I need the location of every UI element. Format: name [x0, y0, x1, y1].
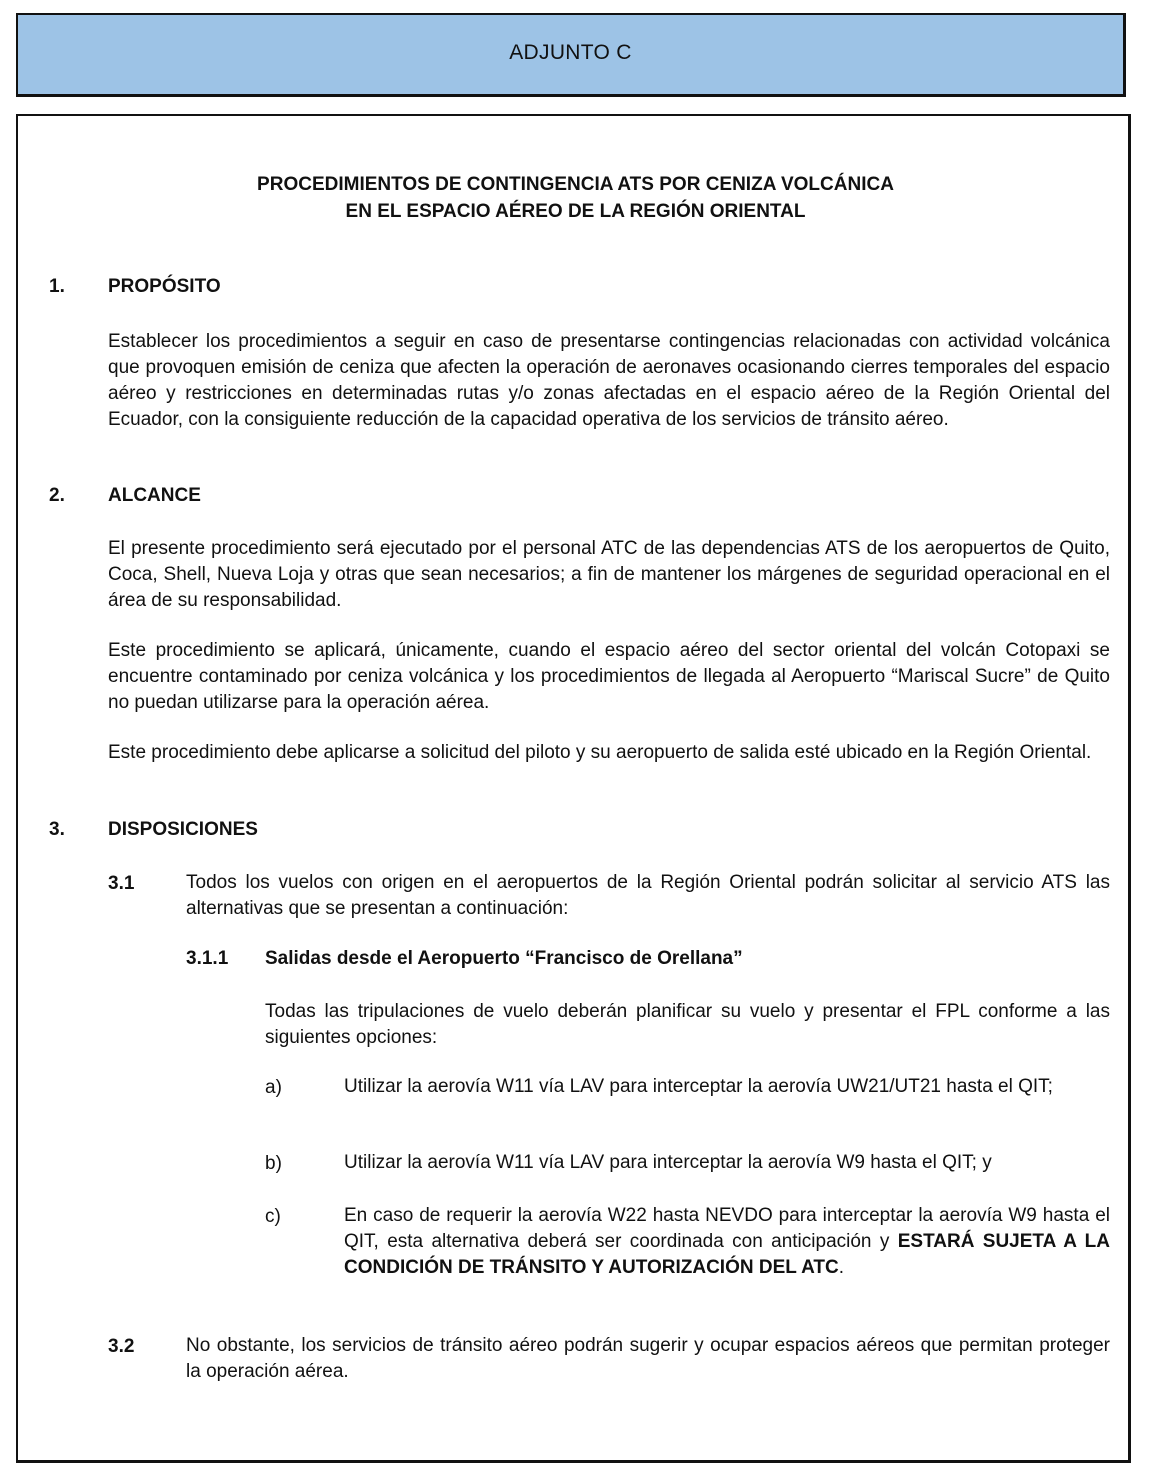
subsection-3-1-text: Todos los vuelos con origen en el aeropuertos de la Región Oriental podrán solicitar al servicio ATS las alternativas que se presentan a continuación: [186, 872, 1110, 919]
option-a-text: Utilizar la aerovía W11 vía LAV para interceptar la aerovía UW21/UT21 hasta el QIT; [344, 1076, 1053, 1097]
subsection-3-2-number: 3.2 [108, 1336, 135, 1357]
document-title-line-1: PROCEDIMIENTOS DE CONTINGENCIA ATS POR CENIZA VOLCÁNICA [257, 174, 894, 195]
document-title-line-2: EN EL ESPACIO AÉREO DE LA REGIÓN ORIENTAL [345, 201, 806, 222]
header-title: ADJUNTO C [509, 40, 632, 64]
option-c-text [344, 1203, 1110, 1281]
option-c-text-end: . [838, 1257, 845, 1278]
section-1-paragraph: Establecer los procedimientos a seguir en caso de presentarse contingencias relacionadas con actividad volcánica que provoquen emisión de ceniza que afecten la operación de aeronaves ocasionando cierres temporales del espacio aéreo y restricciones en determinadas rutas y/o zonas afectadas en el espacio aéreo de la Región Oriental del Ecuador, con la consiguiente reducción de la capacidad operativa de los servicios de tránsito aéreo. [108, 331, 1110, 430]
subsection-3-2-text: No obstante, los servicios de tránsito aéreo podrán sugerir y ocupar espacios aéreos que permitan proteger la operación aérea. [186, 1335, 1110, 1382]
section-2-paragraph-3: Este procedimiento debe aplicarse a solicitud del piloto y su aeropuerto de salida esté ubicado en la Región Oriental. [108, 742, 1092, 763]
header-banner [16, 13, 1126, 97]
section-2-number: 2. [49, 485, 65, 506]
section-1-title: PROPÓSITO [108, 276, 221, 297]
subsection-3-1-1-title: Salidas desde el Aeropuerto “Francisco de Orellana” [265, 948, 743, 969]
subsection-3-1-1-number: 3.1.1 [186, 948, 229, 969]
option-c-text-bold: ESTARÁ SUJETA A LA CONDICIÓN DE TRÁNSITO Y AUTORIZACIÓN DEL ATC [344, 1231, 1110, 1278]
option-c-letter: c) [265, 1206, 281, 1227]
section-3-title: DISPOSICIONES [108, 819, 258, 840]
subsection-3-1-number: 3.1 [108, 873, 135, 894]
document-body [16, 114, 1131, 1463]
document-title [18, 171, 1133, 225]
section-1-number: 1. [49, 276, 65, 297]
option-b-letter: b) [265, 1153, 282, 1174]
section-2-paragraph-2: Este procedimiento se aplicará, únicamente, cuando el espacio aéreo del sector oriental del volcán Cotopaxi se encuentre contaminado por ceniza volcánica y los procedimientos de llegada al Aeropuerto “Mariscal Sucre” de Quito no puedan utilizarse para la operación aérea. [108, 640, 1110, 713]
section-3-number: 3. [49, 819, 65, 840]
subsection-3-1-1-text: Todas las tripulaciones de vuelo deberán planificar su vuelo y presentar el FPL conforme a las siguientes opciones: [265, 1001, 1110, 1048]
section-2-paragraph-1: El presente procedimiento será ejecutado por el personal ATC de las dependencias ATS de los aeropuertos de Quito, Coca, Shell, Nueva Loja y otras que sean necesarios; a fin de mantener los márgenes de seguridad operacional en el área de su responsabilidad. [108, 538, 1110, 611]
option-b-text: Utilizar la aerovía W11 vía LAV para interceptar la aerovía W9 hasta el QIT; y [344, 1152, 992, 1173]
option-c-text-normal: En caso de requerir la aerovía W22 hasta NEVDO para interceptar la aerovía W9 hasta el QIT, esta alternativa deberá ser coordinada con anticipación y [344, 1205, 1110, 1252]
section-2-title: ALCANCE [108, 485, 201, 506]
option-a-letter: a) [265, 1077, 282, 1098]
